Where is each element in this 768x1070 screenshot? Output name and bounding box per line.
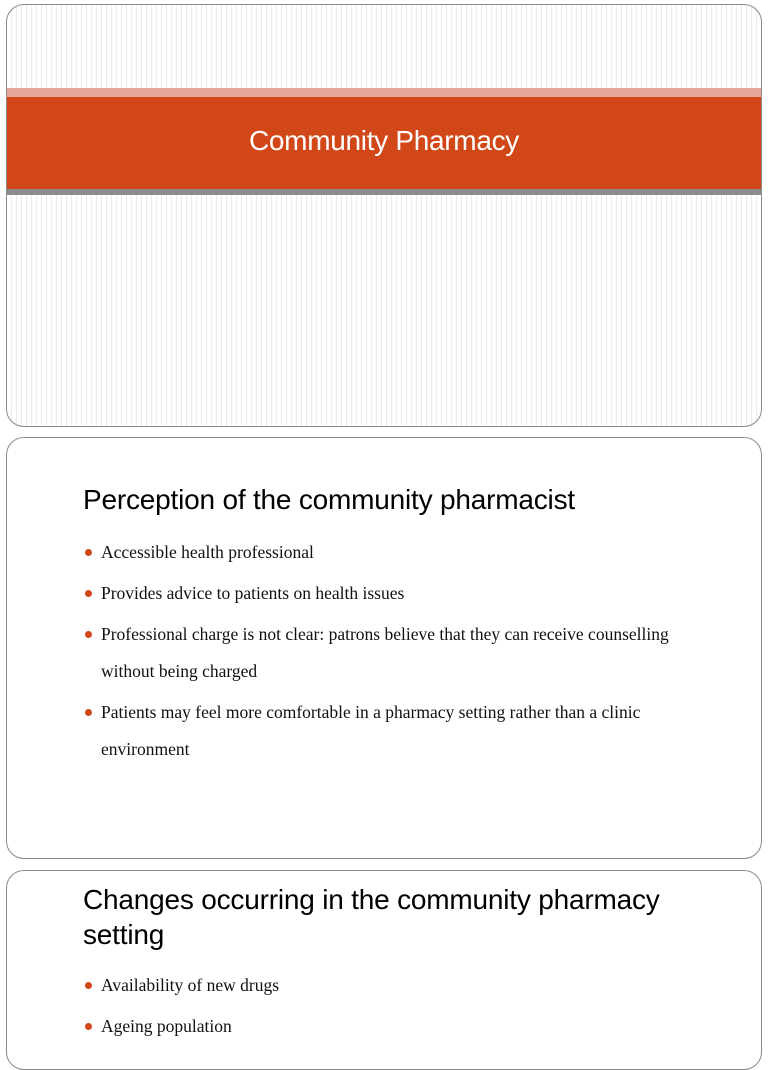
bullet-dot-icon [85,982,92,989]
bullet-dot-icon [85,549,92,556]
slide-title[interactable] [6,4,762,427]
bullet-item [83,534,713,571]
slide-changes[interactable] [6,870,762,1070]
bullet-dot-icon [85,1023,92,1030]
bullet-item [83,694,713,768]
title-band-highlight [7,88,761,97]
bullet-text: Professional charge is not clear: patrons believe that they can receive counselling without being charged [101,624,669,681]
bullet-dot-icon [85,709,92,716]
bullet-list [83,534,713,772]
bullet-item [83,967,713,1004]
bullet-list [83,967,713,1049]
bullet-item [83,1008,713,1045]
bullet-text: Ageing population [101,1016,232,1036]
bullet-text: Provides advice to patients on health issues [101,583,405,603]
bullet-dot-icon [85,631,92,638]
bullet-text: Availability of new drugs [101,975,280,995]
slide-heading: Changes occurring in the community pharmacy setting [83,884,660,950]
bullet-text: Accessible health professional [101,542,314,562]
title-band-shadow [7,189,761,195]
bullet-text: Patients may feel more comfortable in a pharmacy setting rather than a clinic environment [101,702,641,759]
bullet-item [83,616,713,690]
slide-perception[interactable] [6,437,762,859]
title-band [7,97,761,189]
bullet-item [83,575,713,612]
slide-title-text: Community Pharmacy [248,124,519,156]
slide-heading: Perception of the community pharmacist [83,484,575,515]
bullet-dot-icon [85,590,92,597]
